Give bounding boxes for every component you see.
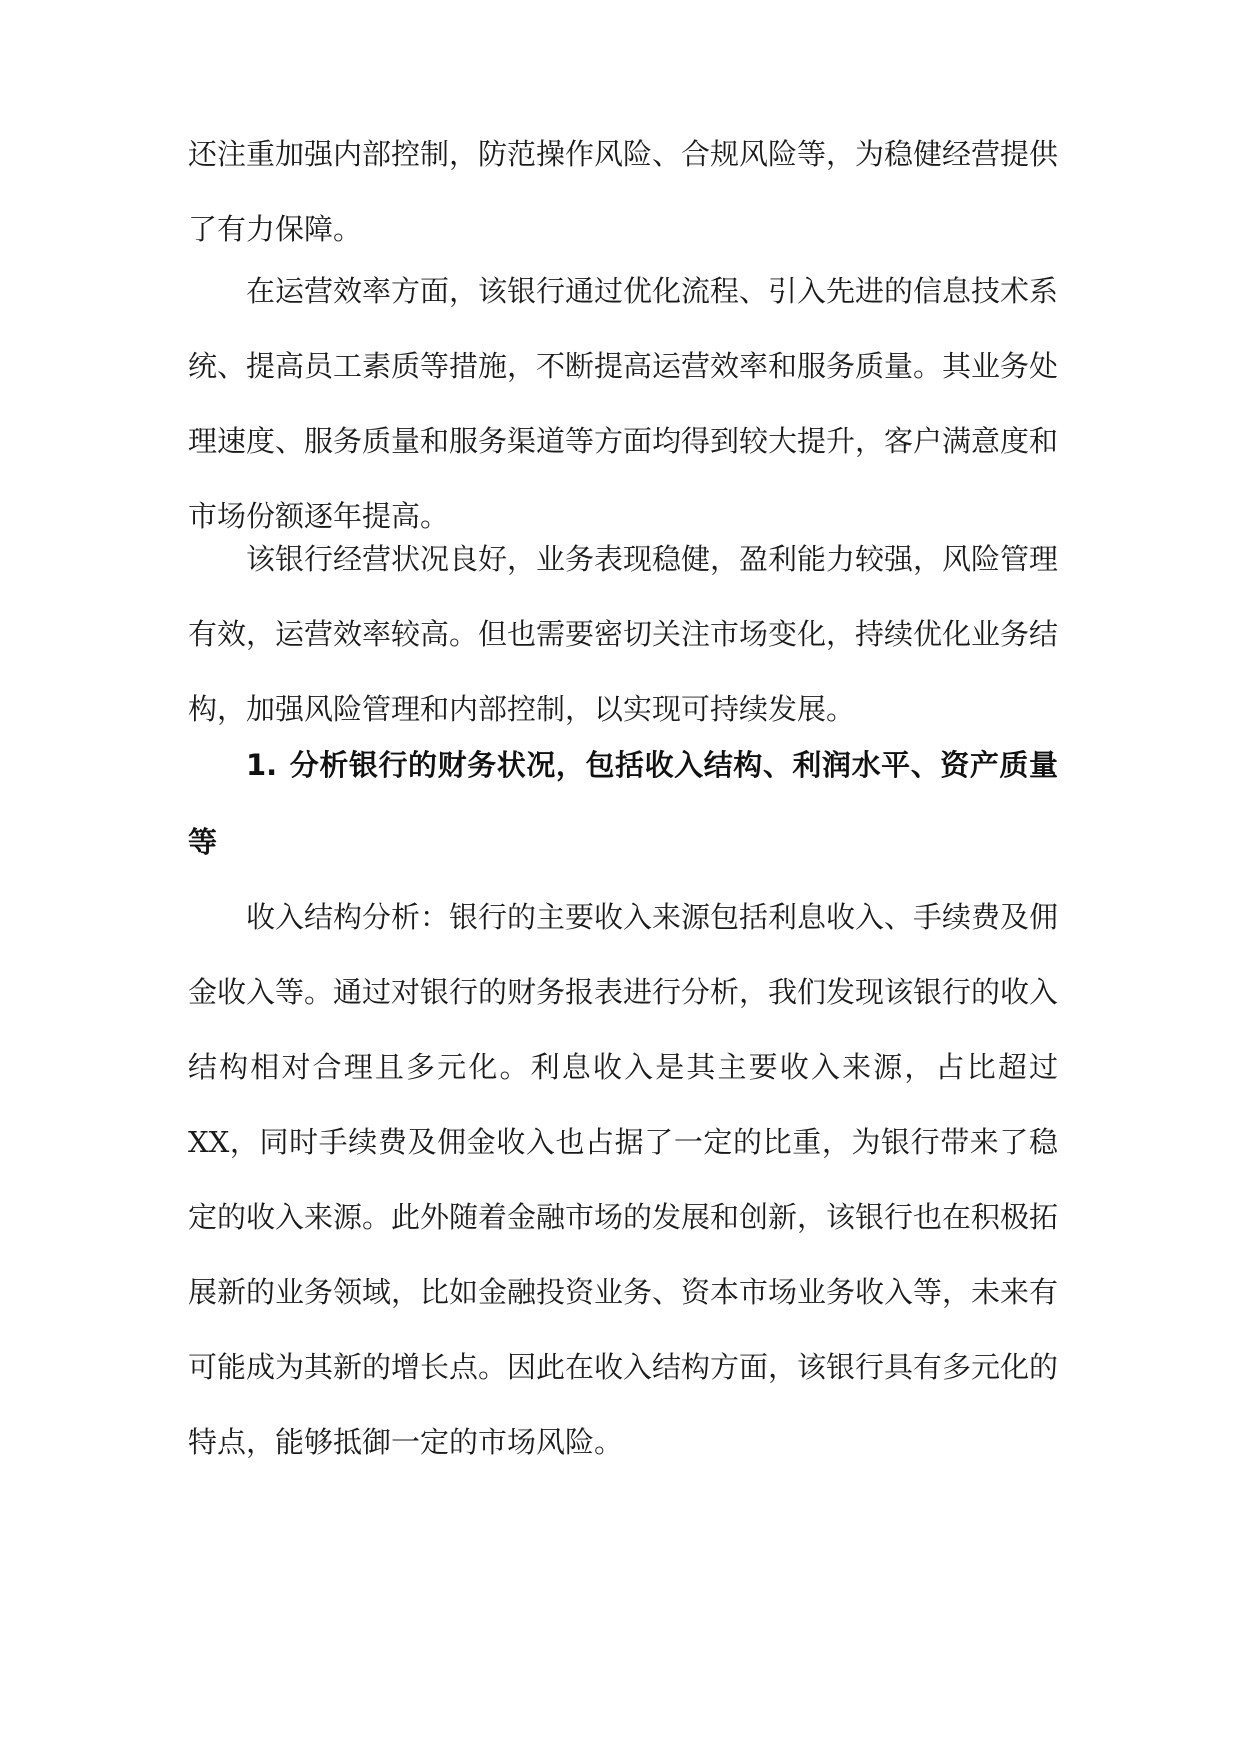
section-number: 1. xyxy=(246,748,278,782)
paragraph-income-structure: 收入结构分析：银行的主要收入来源包括利息收入、手续费及佣金收入等。通过对银行的财务报表进行分析，我们发现该银行的收入结构相对合理且多元化。利息收入是其主要收入来源，占比超过XX，同时手续费及佣金收入也占据了一定的比重，为银行带来了稳定的收入来源。此外随着金融市场的发展和创新，该银行也在积极拓展新的业务领域，比如金融投资业务、资本市场业务收入等，未来有可能成为其新的增长点。因此在收入结构方面，该银行具有多元化的特点，能够抵御一定的市场风险。 xyxy=(188,900,1059,1459)
section-title: 分析银行的财务状况，包括收入结构、利润水平、资产质量等 xyxy=(188,748,1058,859)
paragraph-operational-efficiency: 在运营效率方面，该银行通过优化流程、引入先进的信息技术系统、提高员工素质等措施，不断提高运营效率和服务质量。其业务处理速度、服务质量和服务渠道等方面均得到较大提升，客户满意度和市场份额逐年提高。 xyxy=(188,274,1059,533)
section-heading xyxy=(188,727,1058,881)
paragraph-internal-control: 还注重加强内部控制，防范操作风险、合规风险等，为稳健经营提供了有力保障。 xyxy=(188,137,1059,246)
paragraph-summary: 该银行经营状况良好，业务表现稳健，盈利能力较强，风险管理有效，运营效率较高。但也需要密切关注市场变化，持续优化业务结构，加强风险管理和内部控制，以实现可持续发展。 xyxy=(188,542,1059,726)
